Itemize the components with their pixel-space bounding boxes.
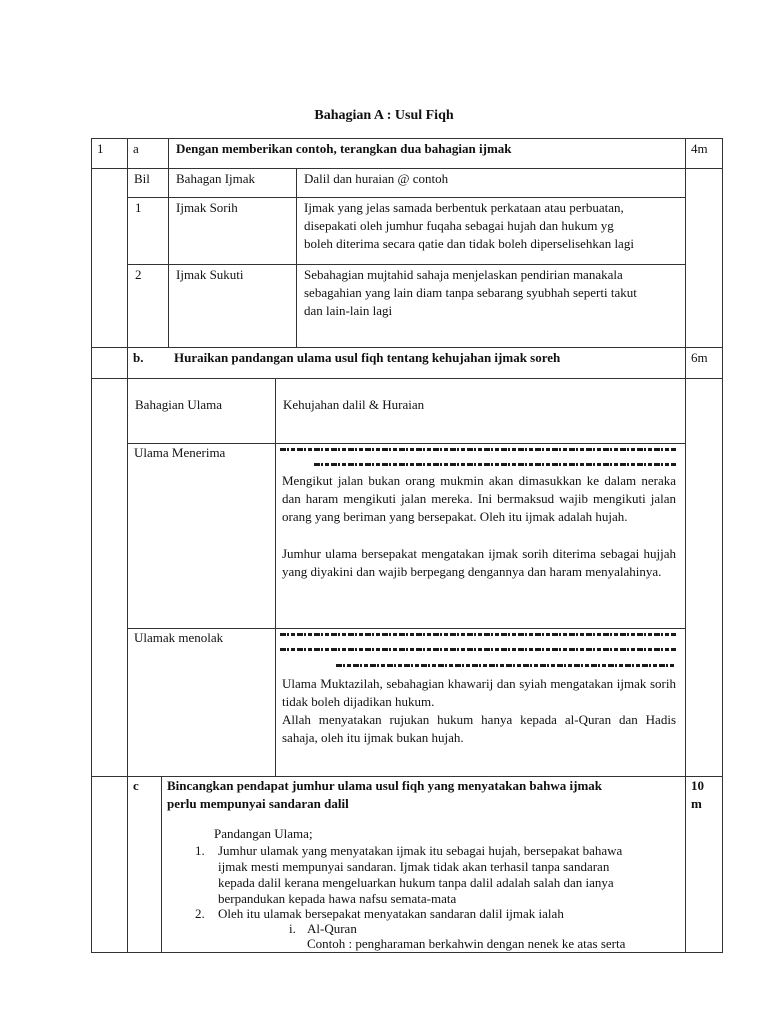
table-a-header-dalil: Dalil dan huraian @ contoh — [304, 171, 449, 186]
list-line: Oleh itu ulamak bersepakat menyatakan sandaran dalil ijmak ialah — [218, 906, 564, 921]
list-line: ijmak mesti mempunyai sandaran. Ijmak tidak akan terhasil tanpa sandaran — [218, 859, 610, 874]
row-desc-line: boleh diterima secara qatie dan tidak boleh diperselisehkan lagi — [304, 236, 634, 251]
arabic-verse-image — [280, 631, 676, 638]
part-c-marks: 10 — [691, 778, 704, 793]
list-line: Jumhur ulamak yang menyatakan ijmak itu sebagai hujah, bersepakat bahawa — [218, 843, 623, 858]
part-b-marks: 6m — [691, 350, 708, 365]
list-line: kepada dalil kerana mengeluarkan hukum tanpa dalil adalah salah dan ianya — [218, 875, 614, 890]
table-b-header-ulama: Bahagian Ulama — [135, 397, 222, 412]
ulama-menerima-label: Ulama Menerima — [134, 445, 226, 460]
row-bil: 1 — [135, 200, 142, 215]
part-c-question-line-1: Bincangkan pendapat jumhur ulama usul fiqh yang menyatakan bahwa ijmak — [167, 778, 603, 793]
table-a-header-bahagian: Bahagan Ijmak — [176, 171, 256, 186]
arabic-verse-image — [280, 446, 676, 453]
menolak-text-1: Ulama Muktazilah, sebahagian khawarij dan syiah mengatakan ijmak sorih tidak boleh dijadikan hukum. — [282, 676, 676, 709]
part-c-label: c — [133, 778, 139, 793]
part-c-question-line-2: perlu mempunyai sandaran dalil — [167, 796, 349, 811]
sub-list-line: Contoh : pengharaman berkahwin dengan nenek ke atas serta — [307, 936, 626, 951]
row-desc-line: sebagahian yang lain diam tanpa sebarang syubhah seperti takut — [304, 285, 637, 300]
part-c-intro: Pandangan Ulama; — [214, 826, 313, 841]
list-number: 2. — [195, 906, 205, 921]
row-desc-line: dan lain-lain lagi — [304, 303, 393, 318]
arabic-verse-image — [336, 662, 676, 669]
table-a-header-bil: Bil — [134, 171, 150, 186]
part-a-question: Dengan memberikan contoh, terangkan dua bahagian ijmak — [176, 141, 512, 156]
list-number: 1. — [195, 843, 205, 858]
question-number: 1 — [97, 141, 104, 156]
sub-list-label: Al-Quran — [307, 921, 357, 936]
row-ijmak-name: Ijmak Sorih — [176, 200, 238, 215]
list-line: berpandukan kepada hawa nafsu semata-mata — [218, 891, 457, 906]
table-b-header-kehujahan: Kehujahan dalil & Huraian — [283, 397, 425, 412]
part-b-label: b. — [133, 350, 144, 365]
sub-list-number: i. — [289, 921, 296, 936]
ulama-menolak-label: Ulamak menolak — [134, 630, 224, 645]
page-title: Bahagian A : Usul Fiqh — [314, 108, 454, 123]
menolak-text-2: Allah menyatakan rujukan hukum hanya kepada al-Quran dan Hadis sahaja, oleh itu ijmak bukan hujah. — [282, 712, 676, 745]
part-a-marks: 4m — [691, 141, 708, 156]
arabic-verse-image — [314, 461, 676, 468]
row-desc-line: Sebahagian mujtahid sahaja menjelaskan pendirian manakala — [304, 267, 623, 282]
arabic-verse-image — [280, 646, 676, 653]
part-c-marks-unit: m — [691, 796, 702, 811]
part-a-label: a — [133, 141, 139, 156]
row-bil: 2 — [135, 267, 142, 282]
menerima-text-1: Mengikut jalan bukan orang mukmin akan dimasukkan ke dalam neraka dan haram mengikuti jalan mereka. Ini bermaksud wajib mengikuti jalan orang yang beriman yang bersepakat. Oleh itu ijmak adalah hujah. — [282, 473, 676, 524]
row-desc-line: disepakati oleh jumhur fuqaha sebagai hujah dan hukum yg — [304, 218, 614, 233]
row-desc-line: Ijmak yang jelas samada berbentuk perkataan atau perbuatan, — [304, 200, 624, 215]
menerima-text-2: Jumhur ulama bersepakat mengatakan ijmak sorih diterima sebagai hujjah yang diyakini dan wajib berpegang dengannya dan haram menyalahinya. — [282, 546, 676, 579]
row-ijmak-name: Ijmak Sukuti — [176, 267, 244, 282]
part-b-question: Huraikan pandangan ulama usul fiqh tentang kehujahan ijmak soreh — [174, 350, 561, 365]
